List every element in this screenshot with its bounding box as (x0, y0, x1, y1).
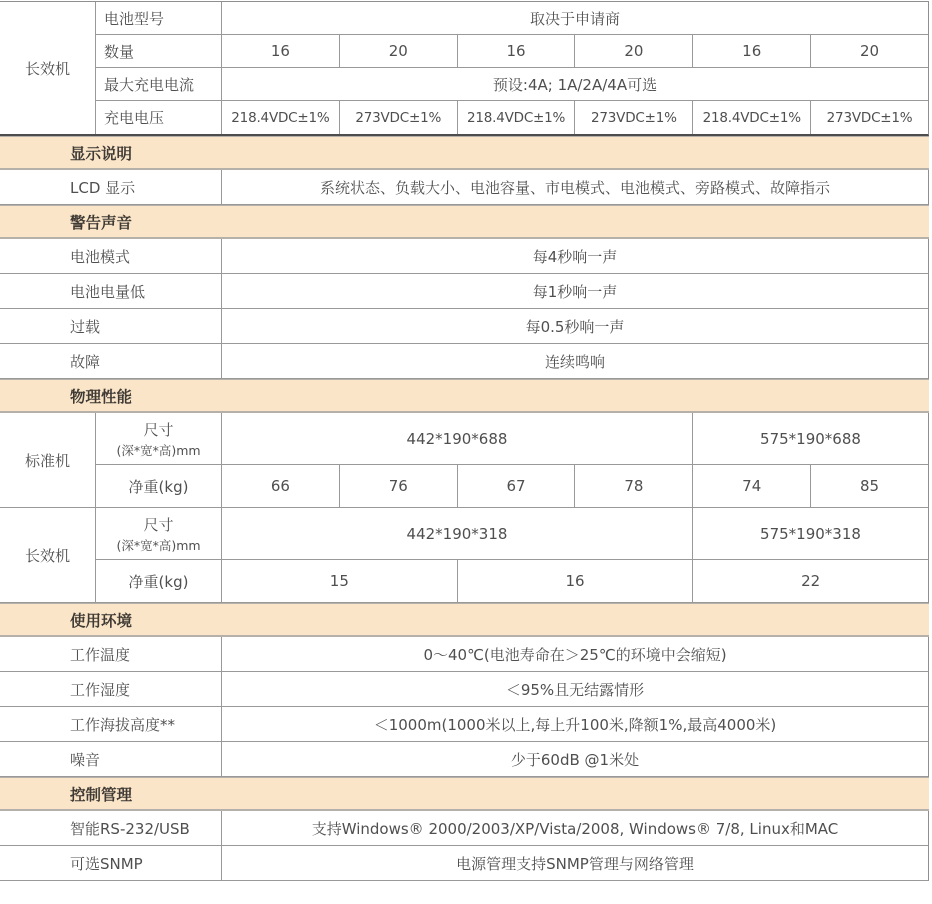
cell-value: 218.4VDC±1% (457, 101, 575, 134)
cell-value: 电源管理支持SNMP管理与网络管理 (456, 854, 694, 873)
table-row-battery-type (96, 2, 928, 35)
table-row-operating-humidity (0, 672, 929, 707)
dim-label-sub: (深*宽*高)mm (116, 442, 201, 458)
table-row-net-weight (96, 560, 928, 602)
cell-group (222, 508, 928, 559)
cell-value: 20 (339, 35, 457, 67)
cell-value: 系统状态、负载大小、电池容量、市电模式、电池模式、旁路模式、故障指示 (319, 178, 830, 197)
cell-value: 少于60dB @1米处 (510, 750, 640, 769)
dim-label-main: 尺寸 (143, 515, 174, 534)
row-label: 智能RS-232/USB (0, 811, 222, 845)
cell-group (222, 560, 928, 602)
cell-value: 每0.5秒响一声 (525, 317, 625, 336)
cell-value: 连续鸣响 (544, 352, 605, 371)
table-row-charge-voltage (96, 101, 928, 134)
cell-value: 218.4VDC±1% (231, 109, 330, 126)
cell-group (222, 101, 928, 134)
cell-value: 85 (810, 465, 928, 507)
table-row-battery-mode (0, 239, 929, 274)
row-label (96, 413, 222, 464)
cell-group (222, 35, 928, 67)
cell-value: 16 (692, 35, 810, 67)
cell-value: 575*190*318 (692, 508, 928, 559)
cell-value: 20 (810, 35, 928, 67)
battery-parameters-block (0, 2, 929, 136)
cell-value: 16 (270, 42, 290, 60)
table-row-battery-quantity (96, 35, 928, 68)
row-label: 净重(kg) (96, 560, 222, 602)
cell-value: 每1秒响一声 (532, 282, 618, 301)
cell-value: 每4秒响一声 (532, 247, 618, 266)
cell-value: 218.4VDC±1% (692, 101, 810, 134)
battery-group-label: 长效机 (0, 2, 96, 134)
row-label: 最大充电电流 (96, 68, 222, 100)
row-label: 故障 (0, 344, 222, 378)
table-row-battery-low (0, 274, 929, 309)
table-row-net-weight (96, 465, 928, 507)
cell-value: 15 (329, 572, 349, 590)
table-row-rs232-usb (0, 811, 929, 846)
section-header-physical: 物理性能 (0, 379, 929, 413)
table-row-snmp (0, 846, 929, 881)
row-label: 数量 (96, 35, 222, 67)
cell-value: 273VDC±1% (339, 101, 457, 134)
cell-value: 0～40℃(电池寿命在＞25℃的环境中会缩短) (423, 645, 727, 664)
row-label: 工作海拔高度** (0, 707, 222, 741)
cell-value: 442*190*688 (406, 429, 508, 448)
cell-value: 20 (574, 35, 692, 67)
cell-value: 预设:4A; 1A/2A/4A可选 (492, 75, 658, 94)
cell-value: 16 (457, 35, 575, 67)
row-label: 电池电量低 (0, 274, 222, 308)
physical-block-longrun (0, 508, 929, 603)
cell-value: 76 (339, 465, 457, 507)
section-header-alarm: 警告声音 (0, 205, 929, 239)
table-row-max-charge-current (96, 68, 928, 101)
row-label: 噪音 (0, 742, 222, 776)
row-label (96, 508, 222, 559)
row-label: 工作温度 (0, 637, 222, 671)
row-label: 工作湿度 (0, 672, 222, 706)
group-label: 标准机 (0, 413, 96, 507)
cell-value: 取决于申请商 (529, 9, 620, 28)
cell-value: ＜95%且无结露情形 (505, 680, 645, 699)
table-row-dimensions (96, 508, 928, 560)
row-label: 过载 (0, 309, 222, 343)
row-label: LCD 显示 (0, 170, 222, 204)
cell-value: 575*190*688 (692, 413, 928, 464)
row-label: 可选SNMP (0, 846, 222, 880)
physical-rows (96, 413, 928, 507)
cell-value: 74 (692, 465, 810, 507)
cell-value: 16 (457, 560, 693, 602)
table-row-dimensions (96, 413, 928, 465)
cell-value: 支持Windows® 2000/2003/XP/Vista/2008, Windows® 7/8, Linux和MAC (311, 819, 839, 838)
cell-value: 442*190*318 (406, 524, 508, 543)
row-label: 电池型号 (96, 2, 222, 34)
cell-value: 78 (574, 465, 692, 507)
cell-value: 273VDC±1% (574, 101, 692, 134)
cell-group (222, 465, 928, 507)
physical-rows (96, 508, 928, 602)
table-row-operating-temperature (0, 637, 929, 672)
row-label: 充电电压 (96, 101, 222, 134)
section-header-environment: 使用环境 (0, 603, 929, 637)
cell-group (222, 413, 928, 464)
spec-table (0, 1, 929, 881)
cell-value: 22 (692, 560, 928, 602)
physical-block-standard (0, 413, 929, 508)
cell-value: 273VDC±1% (810, 101, 928, 134)
row-label: 电池模式 (0, 239, 222, 273)
table-row-operating-altitude (0, 707, 929, 742)
table-row-overload (0, 309, 929, 344)
table-row-fault (0, 344, 929, 379)
cell-value: 66 (270, 477, 290, 495)
battery-rows (96, 2, 928, 134)
section-header-display: 显示说明 (0, 136, 929, 170)
cell-value: ＜1000m(1000米以上,每上升100米,降额1%,最高4000米) (373, 715, 777, 734)
dim-label-main: 尺寸 (143, 420, 174, 439)
group-label: 长效机 (0, 508, 96, 602)
row-label: 净重(kg) (96, 465, 222, 507)
table-row-noise (0, 742, 929, 777)
cell-value: 67 (457, 465, 575, 507)
section-header-control: 控制管理 (0, 777, 929, 811)
dim-label-sub: (深*宽*高)mm (116, 537, 201, 553)
table-row-lcd-display (0, 170, 929, 205)
